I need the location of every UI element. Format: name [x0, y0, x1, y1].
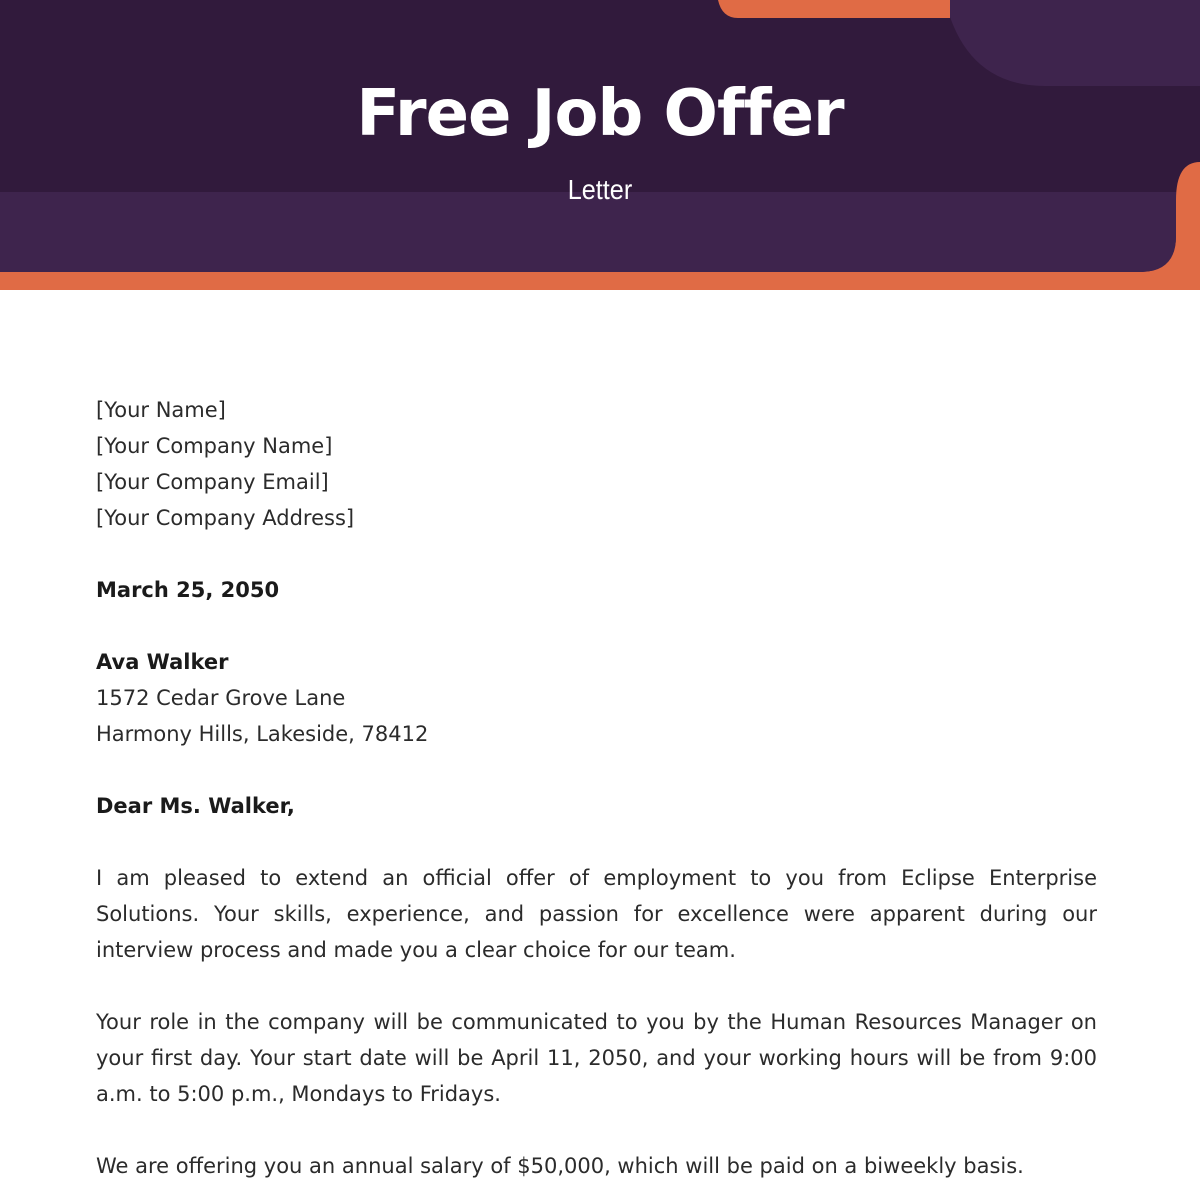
recipient-name: Ava Walker	[96, 650, 229, 674]
recipient-address-line2: Harmony Hills, Lakeside, 78412	[96, 722, 429, 746]
document-subtitle: Letter	[567, 174, 633, 205]
body-paragraph: I am pleased to extend an official offer of employment to you from Eclipse Enterprise Solutions. Your skills, experience, and passion for excellence were apparent during our interview process and made you a clear choice for our team.	[96, 866, 1097, 962]
document-title: Free Job Offer	[356, 77, 844, 151]
sender-company-name: [Your Company Name]	[96, 434, 333, 458]
sender-company-address: [Your Company Address]	[96, 506, 355, 530]
letter-body	[96, 392, 1097, 1198]
recipient-address-line1: 1572 Cedar Grove Lane	[96, 686, 346, 710]
sender-company-email: [Your Company Email]	[96, 470, 329, 494]
body-paragraph: We are offering you an annual salary of $50,000, which will be paid on a biweekly basis.	[96, 1154, 1024, 1178]
header-banner	[0, 0, 1200, 290]
sender-name: [Your Name]	[96, 398, 226, 422]
body-paragraph: Your role in the company will be communicated to you by the Human Resources Manager on your first day. Your start date will be April 11, 2050, and your working hours will be from 9:00 a.m. to 5:00 p.m., Mondays to Fridays.	[96, 1010, 1097, 1106]
salutation: Dear Ms. Walker,	[96, 794, 295, 818]
letter-date: March 25, 2050	[96, 578, 280, 602]
